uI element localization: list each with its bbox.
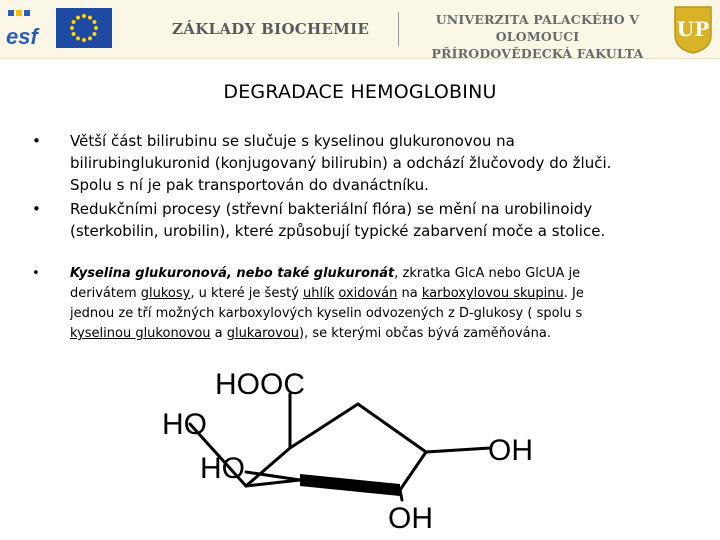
bullet-list: [32, 130, 692, 344]
bullet-2-line-1: Redukčními procesy (střevní bakteriální flóra) se mění na urobilinoidy: [70, 200, 593, 218]
slide-title: DEGRADACE HEMOGLOBINU: [223, 81, 497, 103]
upol-logo-text: UP: [676, 17, 710, 41]
bullet-item-2: [32, 198, 692, 242]
text-fragment: a: [210, 326, 227, 341]
bullet-2-line-2: (sterkobilin, urobilin), které způsobují typické zabarvení moče a stolice.: [70, 222, 606, 240]
bullet-dot: •: [32, 266, 40, 281]
text-fragment: derivátem: [70, 286, 141, 301]
glucuronic-acid-term: Kyselina glukuronová, nebo také glukuronát: [70, 266, 395, 281]
link-kyselina-glukonova[interactable]: kyselinou glukonovou: [70, 326, 211, 341]
bullet-item-1: [32, 130, 692, 196]
bullet-1-line-1: Větší část bilirubinu se slučuje s kyselinou glukuronovou na: [70, 132, 515, 150]
bond-c2-oh: [400, 490, 402, 500]
upol-logo: [672, 3, 714, 55]
bullet-item-3: [32, 264, 692, 344]
esf-logo: [4, 6, 52, 50]
bullet-3-line-2: [70, 284, 692, 304]
university-name: [410, 11, 665, 62]
university-line-2: PŘÍRODOVĚDECKÁ FAKULTA: [431, 46, 644, 61]
text-fragment: , zkratka GlcA nebo GlcUA je: [394, 266, 581, 281]
eu-flag-logo: [56, 8, 112, 48]
bullet-3-line-1: [70, 264, 692, 284]
label-oh-bottom: OH: [388, 502, 433, 535]
university-line-1: UNIVERZITA PALACKÉHO V OLOMOUCI: [435, 12, 640, 44]
text-fragment: . Je: [563, 286, 584, 301]
bullet-3-line-4: [70, 324, 692, 344]
esf-logo-text: esf: [6, 24, 38, 49]
bond-c5-o: [290, 404, 358, 448]
bullet-1-line-2: bilirubinglukuronid (konjugovaný bilirubin) a odchází žlučovody do žluči.: [70, 154, 612, 172]
bullet-dot: •: [32, 132, 41, 150]
bond-c1-c2: [400, 452, 426, 490]
header-banner: [0, 0, 720, 59]
bullet-1-line-3: Spolu s ní je pak transportován do dvanáctníku.: [70, 176, 429, 194]
link-glukosy[interactable]: glukosy: [140, 286, 191, 301]
label-ho-lower: HO: [200, 452, 245, 485]
text-fragment: na: [397, 286, 422, 301]
bond-o-c1: [358, 404, 426, 452]
link-karboxylova-skupina[interactable]: karboxylovou skupinu: [421, 286, 564, 301]
bullet-dot: •: [32, 200, 41, 218]
text-fragment: ), se kterými občas bývá zaměňována.: [299, 326, 551, 341]
link-oxidovan[interactable]: oxidován: [338, 286, 398, 301]
link-glukarova[interactable]: glukarovou: [226, 326, 300, 341]
glucuronic-acid-structure: [150, 360, 570, 538]
header-divider: [398, 12, 399, 46]
course-title: ZÁKLADY BIOCHEMIE: [172, 20, 370, 38]
label-hooc: HOOC: [215, 368, 305, 401]
bond-c4-c5: [246, 448, 290, 486]
bond-c1-oh: [426, 448, 490, 452]
link-uhlik[interactable]: uhlík: [303, 286, 335, 301]
label-oh-right: OH: [488, 434, 533, 467]
bullet-3-line-3: jednou ze tří možných karboxylových kyselin odvozených z D-glukosy ( spolu s: [70, 306, 583, 321]
bond-c2-c3-wedge: [300, 474, 400, 496]
label-ho-upper: HO: [162, 408, 207, 441]
text-fragment: , u které je šestý: [190, 286, 304, 301]
